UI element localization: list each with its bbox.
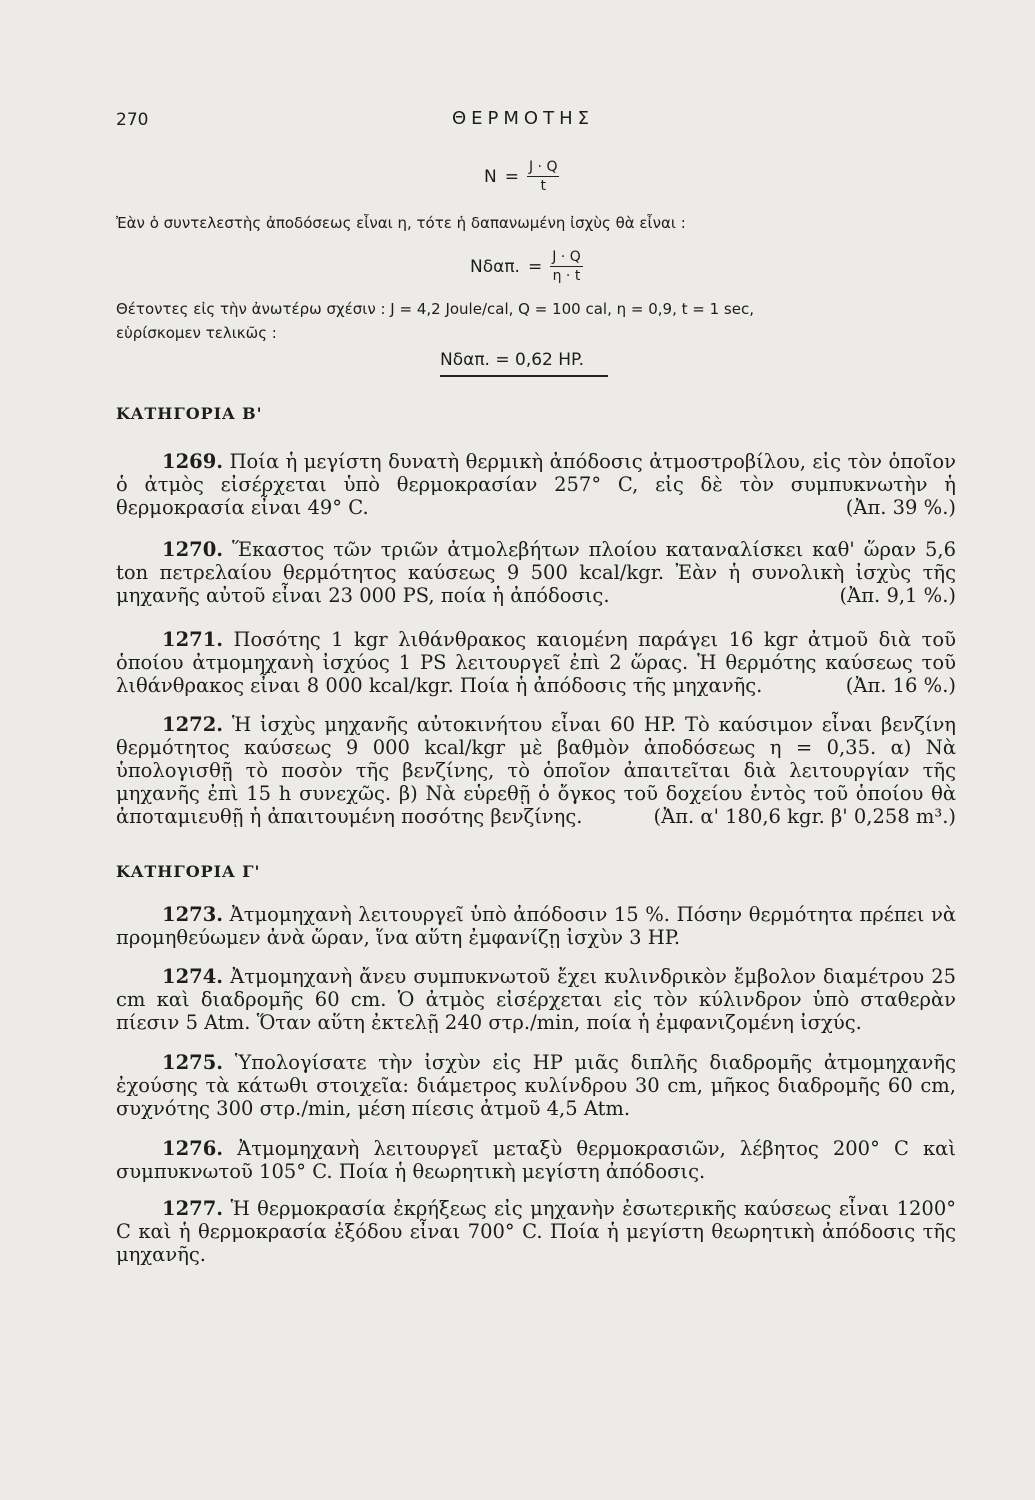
text-efficiency: Ἐὰν ὁ συντελεστὴς ἀποδόσεως εἶναι η, τότε ἡ δαπανωμένη ἰσχὺς θὰ εἶναι : (116, 214, 686, 232)
running-title: ΘΕΡΜΟΤΗΣ (452, 108, 594, 129)
problem-1277: 1277. Ἡ θερμοκρασία ἐκρήξεως εἰς μηχανὴν ἐσωτερικῆς καύσεως εἶναι 1200° C καὶ ἡ θερμοκρασία ἐξόδου εἶναι 700° C. Ποία ἡ μεγίστη θεωρητικὴ ἀπόδοσις τῆς μηχανῆς. (116, 1197, 956, 1266)
problem-answer: (Ἀπ. 9,1 %.) (839, 584, 956, 607)
formula-power-fraction (527, 160, 560, 193)
problem-answer: (Ἀπ. 16 %.) (845, 674, 956, 697)
problem-1269: 1269. Ποία ἡ μεγίστη δυνατὴ θερμικὴ ἀπόδοσις ἀτμοστροβίλου, εἰς τὸν ὁποῖον ὁ ἀτμὸς εἰσέρχεται ὑπὸ θερμοκρασίαν 257° C, εἰς δὲ τὸν συμπυκνωτὴν ἡ θερμοκρασία εἶναι 49° C. (Ἀπ. 39 %.) (116, 450, 956, 519)
formula-power-lhs: N (484, 166, 497, 187)
problem-1272: 1272. Ἡ ἰσχὺς μηχανῆς αὐτοκινήτου εἶναι 60 HP. Τὸ καύσιμον εἶναι βενζίνη θερμότητος καύσεως 9 000 kcal/kgr μὲ βαθμὸν ἀποδόσεως η = 0,35. α) Νὰ ὑπολογισθῇ τὸ ποσὸν τῆς βενζίνης, τὸ ὁποῖον ἀπαιτεῖται διὰ λειτουργίαν τῆς μηχανῆς ἐπὶ 15 h συνεχῶς. β) Νὰ εὑρεθῇ ὁ ὄγκος τοῦ δοχείου ἐντὸς τοῦ ὁποίου θὰ ἀποταμιευθῇ ἡ ἀπαιτουμένη ποσότης βενζίνης. (Ἀπ. α' 180,6 kgr. β' 0,258 m³.) (116, 713, 956, 828)
problem-1276: 1276. Ἀτμομηχανὴ λειτουργεῖ μεταξὺ θερμοκρασιῶν, λέβητος 200° C καὶ συμπυκνωτοῦ 105° C. Ποία ἡ θεωρητικὴ μεγίστη ἀπόδοσις. (116, 1137, 956, 1183)
problem-answer: (Ἀπ. 39 %.) (845, 496, 956, 519)
problem-1273: 1273. Ἀτμομηχανὴ λειτουργεῖ ὑπὸ ἀπόδοσιν 15 %. Πόσην θερμότητα πρέπει νὰ προμηθεύωμεν ἀνὰ ὥραν, ἵνα αὕτη ἐμφανίζῃ ἰσχὺν 3 HP. (116, 903, 956, 949)
problem-1271: 1271. Ποσότης 1 kgr λιθάνθρακος καιομένη παράγει 16 kgr ἀτμοῦ διὰ τοῦ ὁποίου ἀτμομηχανὴ ἰσχύος 1 PS λειτουργεῖ ἐπὶ 2 ὥρας. Ἡ θερμότης καύσεως τοῦ λιθάνθρακος εἶναι 8 000 kcal/kgr. Ποία ἡ ἀπόδοσις τῆς μηχανῆς. (Ἀπ. 16 %.) (116, 628, 956, 697)
formula-consumed-eq: = (527, 256, 543, 277)
problem-1274: 1274. Ἀτμομηχανὴ ἄνευ συμπυκνωτοῦ ἔχει κυλινδρικὸν ἔμβολον διαμέτρου 25 cm καὶ διαδρομῆς 60 cm. Ὁ ἀτμὸς εἰσέρχεται εἰς τὸν κύλινδρον ὑπὸ σταθερὰν πίεσιν 5 Atm. Ὅταν αὕτη ἐκτελῇ 240 στρ./min, ποία ἡ ἐμφανιζομένη ἰσχύς. (116, 965, 957, 1034)
page-number: 270 (116, 110, 149, 130)
problem-answer: (Ἀπ. α' 180,6 kgr. β' 0,258 m³.) (653, 805, 956, 828)
formula-power-eq: = (504, 166, 519, 187)
formula-power (484, 160, 559, 193)
category-b-heading: ΚΑΤΗΓΟΡΙΑ Β' (116, 404, 263, 423)
result-underline (440, 375, 608, 377)
fraction-numerator: J · Q (552, 249, 581, 265)
problem-1275: 1275. Ὑπολογίσατε τὴν ἰσχὺν εἰς HP μιᾶς διπλῆς διαδρομῆς ἀτμομηχανῆς ἐχούσης τὰ κάτωθι στοιχεῖα: διάμετρος κυλίνδρου 30 cm, μῆκος διαδρομῆς 60 cm, συχνότης 300 στρ./min, μέση πίεσις ἀτμοῦ 4,5 Atm. (116, 1051, 956, 1120)
fraction-denominator: η · t (552, 268, 581, 284)
formula-consumed-power (470, 250, 583, 283)
fraction-denominator: t (540, 178, 546, 194)
problem-1270: 1270. Ἕκαστος τῶν τριῶν ἀτμολεβήτων πλοίου καταναλίσκει καθ' ὥραν 5,6 ton πετρελαίου θερμότητος καύσεως 9 500 kcal/kgr. Ἐὰν ἡ συνολικὴ ἰσχὺς τῆς μηχανῆς αὐτοῦ εἶναι 23 000 PS, ποία ἡ ἀπόδοσις. (Ἀπ. 9,1 %.) (116, 538, 957, 607)
formula-consumed-lhs: Nδαπ. (470, 256, 520, 277)
formula-consumed-fraction (550, 250, 583, 283)
text-values: Θέτοντες εἰς τὴν ἀνωτέρω σχέσιν : J = 4,2 Joule/cal, Q = 100 cal, η = 0,9, t = 1 sec, (116, 300, 754, 318)
category-c-heading: ΚΑΤΗΓΟΡΙΑ Γ' (116, 862, 261, 881)
text-find: εὑρίσκομεν τελικῶς : (116, 324, 277, 342)
formula-result: Nδαπ. = 0,62 HP. (440, 350, 585, 370)
fraction-numerator: J · Q (528, 159, 558, 175)
